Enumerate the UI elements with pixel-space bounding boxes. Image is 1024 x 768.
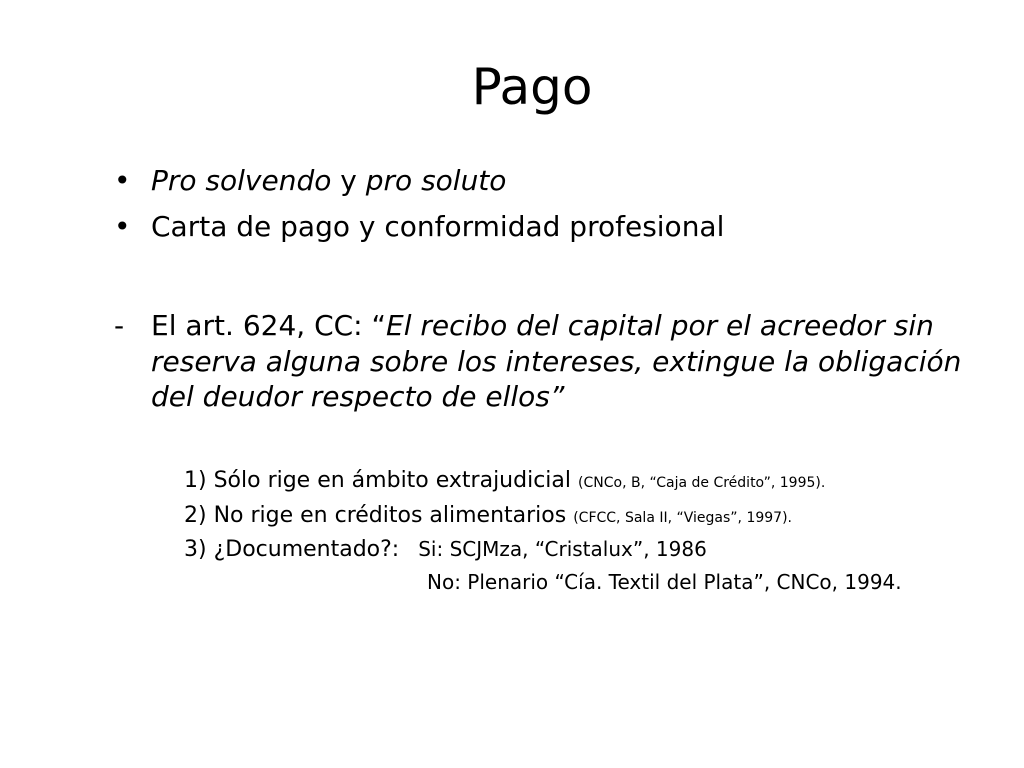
numbered-main: 2) No rige en créditos alimentarios xyxy=(184,503,567,528)
bullet-marker: • xyxy=(114,210,131,243)
numbered-item-3-continuation: No: Plenario “Cía. Textil del Plata”, CNCo, 1994. xyxy=(427,570,902,594)
numbered-note: Si: SCJMza, “Cristalux”, 1986 xyxy=(418,537,707,561)
conjunction: y xyxy=(331,164,366,197)
article-quote xyxy=(151,308,971,415)
slide-title: Pago xyxy=(471,58,593,116)
bullet-text: Carta de pago y conformidad profesional xyxy=(151,210,725,243)
numbered-item-2 xyxy=(184,505,792,527)
numbered-item-1 xyxy=(184,470,825,492)
quote-text: El recibo del capital por el acreedor sin reserva alguna sobre los intereses, extingue la obligación del deudor respecto de ellos xyxy=(151,309,962,413)
term-pro-solvendo: Pro solvendo xyxy=(151,164,332,197)
bullet-text xyxy=(151,164,507,197)
numbered-main: 3) ¿Documentado?: xyxy=(184,537,400,562)
quote-prefix: El art. 624, CC: “ xyxy=(151,309,387,342)
dash-marker: - xyxy=(114,309,125,342)
numbered-note: (CFCC, Sala II, “Viegas”, 1997). xyxy=(573,510,792,526)
numbered-note: (CNCo, B, “Caja de Crédito”, 1995). xyxy=(578,475,826,491)
numbered-item-3 xyxy=(184,539,707,561)
term-pro-soluto: pro soluto xyxy=(365,164,507,197)
bullet-marker: • xyxy=(114,164,131,197)
quote-suffix: ” xyxy=(549,380,565,413)
numbered-main: 1) Sólo rige en ámbito extrajudicial xyxy=(184,468,572,493)
